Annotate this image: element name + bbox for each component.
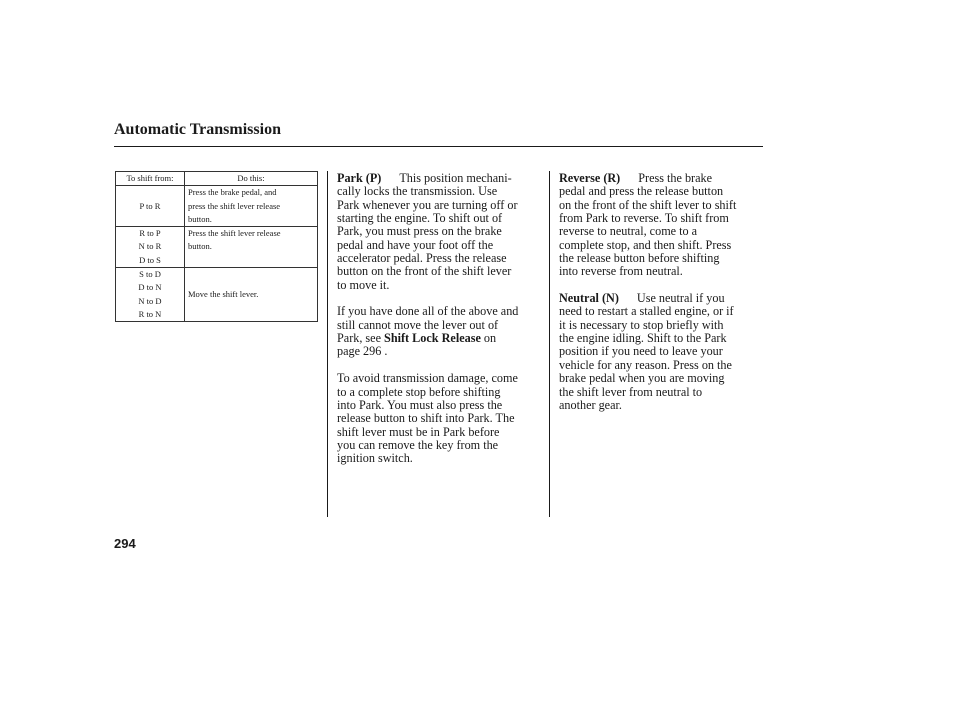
text-line: page 296 . <box>337 344 388 359</box>
shift-lock-release-link[interactable]: Shift Lock Release <box>384 331 481 346</box>
text-line: the release button before shifting <box>559 251 720 266</box>
table-cell-line: N to R <box>138 241 162 252</box>
reverse-heading: Reverse (R) <box>559 171 621 185</box>
text-line: reverse to neutral, come to a <box>559 224 698 239</box>
text-line: starting the engine. To shift out of <box>337 211 503 226</box>
damage-paragraph <box>337 372 547 465</box>
text-line: Park, you must press on the brake <box>337 224 502 239</box>
table-cell-line: Press the shift lever release <box>188 228 281 239</box>
text-line: need to restart a stalled engine, or if <box>559 304 734 319</box>
table-cell-from <box>116 227 185 268</box>
text-line: the shift lever from neutral to <box>559 384 703 399</box>
text-line: position if you need to leave your <box>559 344 723 359</box>
neutral-heading: Neutral (N) <box>559 291 619 306</box>
table-row <box>116 227 318 268</box>
text-line: This position mechani- <box>399 171 512 185</box>
text-line: ignition switch. <box>337 451 413 466</box>
title-rule <box>114 146 763 147</box>
neutral-paragraph <box>559 292 769 412</box>
text-fragment: on <box>480 331 497 346</box>
table-cell-do <box>185 186 318 227</box>
table-cell-line: press the shift lever release <box>188 200 281 211</box>
text-fragment: Park, see <box>337 331 385 346</box>
text-line: Use neutral if you <box>636 291 725 306</box>
text-line: to move it. <box>337 277 390 292</box>
table-cell-do <box>185 268 318 322</box>
table-cell-line: D to N <box>138 282 162 293</box>
text-line: on the front of the shift lever to shift <box>559 197 737 212</box>
text-line: cally locks the transmission. Use <box>337 184 498 199</box>
table-cell-line: S to D <box>139 269 161 280</box>
text-line: To avoid transmission damage, come <box>337 371 518 386</box>
text-line: into reverse from neutral. <box>559 264 683 279</box>
text-line: to a complete stop before shifting <box>337 384 501 399</box>
text-line: another gear. <box>559 397 622 412</box>
park-heading: Park (P) <box>337 171 382 185</box>
text-line: release button to shift into Park. The <box>337 411 515 426</box>
text-line: the engine idling. Shift to the Park <box>559 331 727 346</box>
column-park <box>337 172 547 479</box>
shift-table <box>115 171 318 322</box>
column-divider <box>327 171 328 517</box>
text-line: you can remove the key from the <box>337 437 499 452</box>
text-line: brake pedal when you are moving <box>559 371 725 386</box>
table-header-row <box>116 172 318 186</box>
table-cell-line: R to N <box>138 308 162 319</box>
text-line: accelerator pedal. Press the release <box>337 251 507 266</box>
table-cell-do <box>185 227 318 268</box>
table-cell-line: Move the shift lever. <box>188 289 259 300</box>
table-cell-line: button. <box>188 241 212 252</box>
text-line: it is necessary to stop briefly with <box>559 317 724 332</box>
reverse-paragraph <box>559 172 769 279</box>
text-line: complete stop, and then shift. Press <box>559 237 732 252</box>
table-cell-line: R to P <box>139 228 161 239</box>
table-cell-line: Press the brake pedal, and <box>188 187 277 198</box>
text-line: button on the front of the shift lever <box>337 264 512 279</box>
text-line: Park whenever you are turning off or <box>337 197 518 212</box>
table-header-do: Do this: <box>185 172 318 186</box>
table-cell-from <box>116 268 185 322</box>
text-line: Press the brake <box>638 171 713 185</box>
table-cell-from <box>116 186 185 227</box>
text-line: If you have done all of the above and <box>337 304 519 319</box>
page-title: Automatic Transmission <box>114 121 281 138</box>
text-line: still cannot move the lever out of <box>337 317 499 332</box>
text-line: into Park. You must also press the <box>337 397 503 412</box>
text-line: from Park to reverse. To shift from <box>559 211 729 226</box>
text-line: vehicle for any reason. Press on the <box>559 357 732 372</box>
table-row <box>116 186 318 227</box>
table-header-from: To shift from: <box>116 172 185 186</box>
table-cell-line: P to R <box>139 200 161 211</box>
page-number: 294 <box>114 536 136 551</box>
text-line: pedal and have your foot off the <box>337 237 494 252</box>
table-cell-line: button. <box>188 213 212 224</box>
shift-lock-paragraph <box>337 305 547 358</box>
park-paragraph <box>337 172 547 292</box>
text-line: shift lever must be in Park before <box>337 424 500 439</box>
text-line: pedal and press the release button <box>559 184 724 199</box>
column-reverse-neutral <box>559 172 769 426</box>
table-cell-line: D to S <box>139 254 161 265</box>
table-cell-line: N to D <box>138 295 162 306</box>
table-row <box>116 268 318 322</box>
column-divider <box>549 171 550 517</box>
